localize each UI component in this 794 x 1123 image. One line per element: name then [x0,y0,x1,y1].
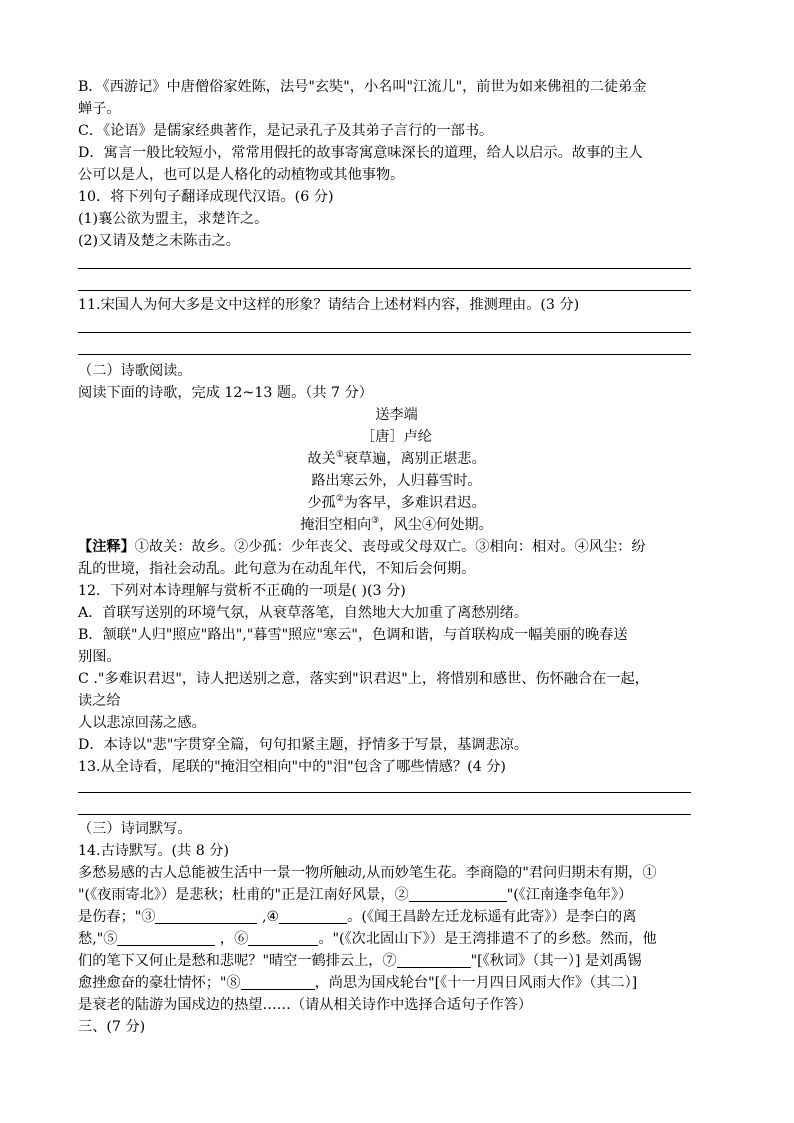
question-13: 13.从全诗看，尾联的"掩泪空相向"中的"泪"包含了哪些情感？(4 分) [78,759,506,775]
question-12-option-a: A．首联写送别的环境气氛，从衰草落笔，自然地大大加重了离愁别绪。 [78,605,529,621]
question-12-option-c-cont: 读之给 [78,693,121,709]
option-b-line1: B．《西游记》中唐僧俗家姓陈，法号"玄奘"，小名叫"江流儿"，前世为如来佛祖的二徒弟金 [78,79,647,95]
answer-line[interactable] [78,268,691,269]
recitation-line3: 是伤春；"③ ,④ 。(《闻王昌龄左迁龙标遥有此寄》）是李白的离 [78,909,637,925]
recitation-line5: 们的笔下又何止是愁和悲呢？"晴空一鹤排云上，⑦ "[《秋词》（其一）] 是刘禹锡 [78,953,642,969]
answer-line[interactable] [78,332,691,333]
recitation-line1: 多愁易感的古人总能被生活中一景一物所触动,从而妙笔生花。李商隐的"君问归期未有期，① [78,865,657,881]
poetry-instruction: 阅读下面的诗歌，完成 12~13 题。（共 7 分） [78,385,373,401]
section-recitation-heading: （三）诗词默写。 [78,821,192,837]
blank-3[interactable] [155,907,257,924]
question-14: 14.古诗默写。(共 8 分) [78,843,229,859]
question-10: 10．将下列句子翻译成现代汉语。(6 分) [78,189,334,205]
poem-author: ［唐］卢纶 [361,429,432,445]
option-c-line: C．《论语》是儒家经典著作，是记录孔子及其弟子言行的一部书。 [78,123,494,139]
question-12-option-b: B．颔联"人归"照应"路出","暮雪"照应"寒云"，色调和谐，与首联构成一幅美丽的晚春送 [78,627,628,643]
question-12-option-b-cont: 别图。 [78,649,121,665]
option-b-line2: 蝉子。 [78,101,121,117]
recitation-line2: "(《夜雨寄北》）是悲秋；杜甫的"正是江南好风景，② "(《江南逢李龟年》） [78,887,633,903]
question-10-item-2: (2)又请及楚之未陈击之。 [78,233,240,249]
blank-2[interactable] [409,885,507,902]
poem-verse-4: 掩泪空相向③，风尘④何处期。 [300,516,493,533]
answer-line[interactable] [78,290,691,291]
blank-8[interactable] [241,973,315,990]
question-12-option-c: C ."多难识君迟"，诗人把送别之意，落实到"识君迟"上，将惜别和感世、伤怀融合在一起， [78,671,649,687]
option-d-line1: D．寓言一般比较短小，常常用假托的故事寄寓意味深长的道理，给人以启示。故事的主人 [78,145,643,161]
poem-title: 送李端 [375,407,418,423]
blank-4[interactable] [279,907,347,924]
question-12-option-c-cont2: 人以悲凉回荡之感。 [78,715,206,731]
answer-line[interactable] [78,354,691,355]
poem-verse-1: 故关①衰草遍，离别正堪悲。 [307,450,486,467]
recitation-line6: 愈挫愈奋的豪壮情怀；"⑧ ，尚思为国戍轮台"[《十一月四日风雨大作》（其二）] [78,975,638,991]
question-11: 11.宋国人为何大多是文中这样的形象？请结合上述材料内容，推测理由。(3 分) [78,297,580,313]
recitation-line7: 是衰老的陆游为国戍边的热望……（请从相关诗作中选择合适句子作答） [78,997,533,1013]
question-12: 12．下列对本诗理解与赏析不正确的一项是( )(3 分) [78,583,406,599]
poem-notes-line1: 【注释】①故关：故乡。②少孤：少年丧父、丧母或父母双亡。③相向：相对。④风尘：纷 [78,539,646,555]
option-d-line2: 公可以是人，也可以是人格化的动植物或其他事物。 [78,167,405,183]
answer-line[interactable] [78,814,691,815]
poem-notes-line2: 乱的世境，指社会动乱。此句意为在动乱年代，不知后会何期。 [78,561,476,577]
poem-verse-3: 少孤②为客早，多难识君迟。 [307,494,486,511]
blank-6[interactable] [248,929,318,946]
blank-5[interactable] [117,929,215,946]
recitation-line4: 愁,"⑤ ，⑥ 。"(《次北固山下》）是王湾排遣不了的乡愁。然而，他 [78,931,657,947]
blank-7[interactable] [397,951,471,968]
section-three-heading: 三、(7 分) [78,1019,146,1035]
question-12-option-d: D．本诗以"悲"字贯穿全篇，句句扣紧主题，抒情多于写景，基调悲凉。 [78,737,529,753]
poem-verse-2: 路出寒云外，人归暮雪时。 [311,473,482,489]
question-10-item-1: (1)襄公欲为盟主，求楚许之。 [78,211,269,227]
section-poetry-heading: （二）诗歌阅读。 [78,363,192,379]
answer-line[interactable] [78,792,691,793]
